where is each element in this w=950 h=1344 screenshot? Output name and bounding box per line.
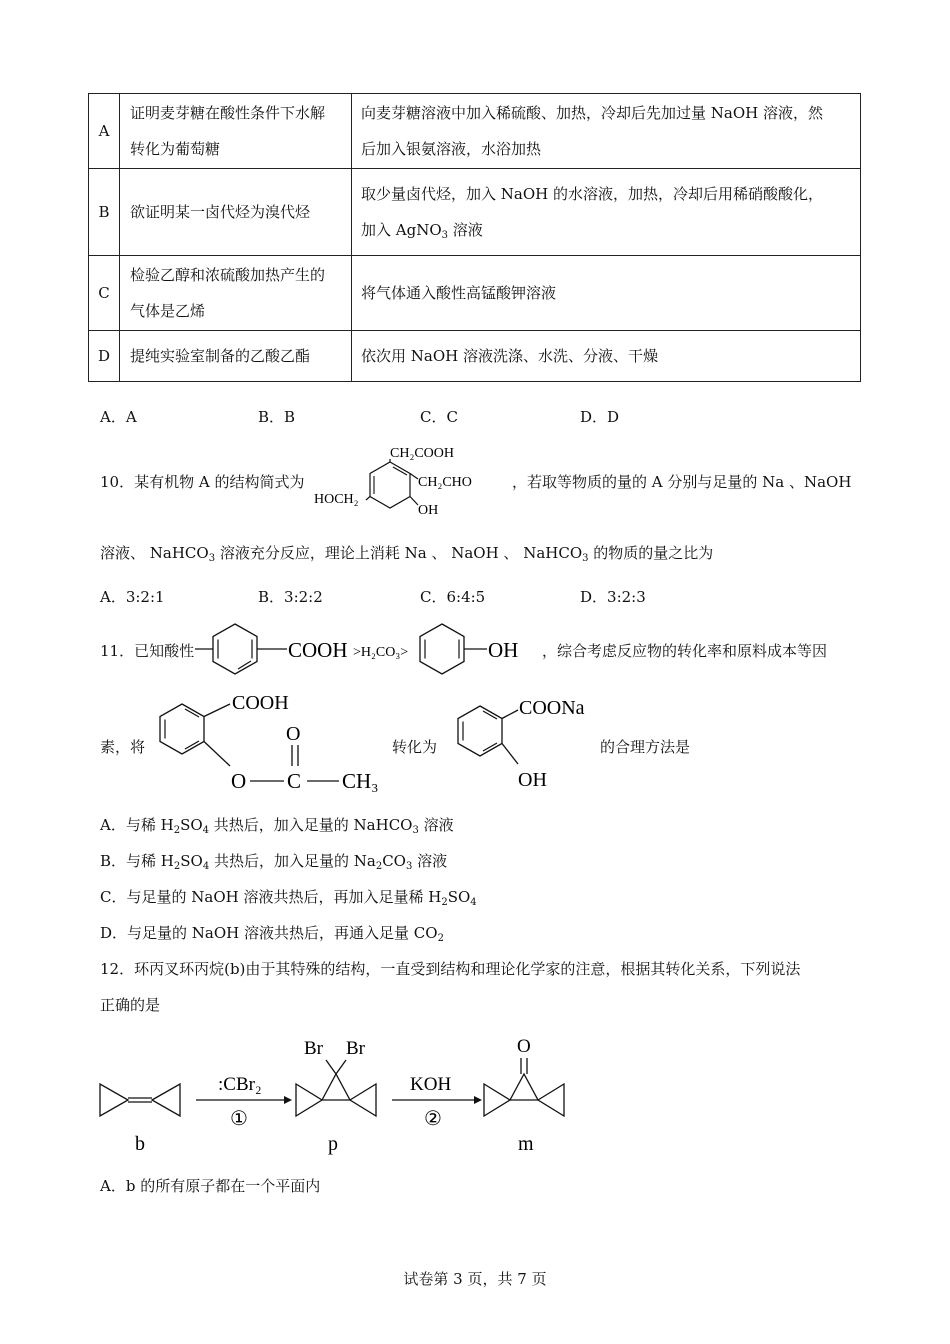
q11-stem-prefix: 11．已知酸性	[100, 642, 195, 660]
q12-stem-line2: 正确的是	[100, 996, 161, 1014]
bromine-left: Br	[304, 1038, 323, 1059]
text: 加入 AgNO	[361, 221, 442, 239]
q11-line2-c: 的合理方法是	[600, 738, 691, 756]
q10-stem-prefix: 10．某有机物 A 的结构简式为	[100, 473, 305, 491]
row-method	[352, 94, 861, 169]
subscript: 4	[470, 897, 477, 908]
q11-acidity-structures	[195, 620, 519, 682]
subscript: 2	[173, 825, 181, 836]
q11-product-structure	[440, 692, 600, 792]
purpose-line: 欲证明某一卤代烃为溴代烃	[130, 203, 311, 221]
subscript: 2	[375, 861, 383, 872]
q10-option-b[interactable]: B．3:2:2	[258, 588, 323, 606]
text: 共热后，加入足量的 NaHCO	[209, 816, 413, 834]
experiment-table	[88, 93, 861, 382]
substituent-top: CH₂COOH	[390, 446, 454, 461]
row-key: D	[89, 331, 120, 382]
table-row	[89, 169, 861, 256]
substituent-left: HOCH₂	[314, 492, 359, 507]
q10-stem-line2	[100, 542, 713, 564]
substituent-right: CH₂CHO	[418, 475, 472, 490]
page-footer: 试卷第 3 页，共 7 页	[403, 1270, 547, 1288]
subscript: 3	[208, 553, 216, 564]
q10-option-c[interactable]: C．6:4:5	[420, 588, 486, 606]
text: 的物质的量之比为	[588, 544, 714, 562]
h2co3-label: >H₂CO₃>	[353, 645, 409, 660]
text: D．与足量的 NaOH 溶液共热后，再通入足量 CO	[100, 924, 438, 942]
text: C．与足量的 NaOH 溶液共热后，再加入足量稀 H	[100, 888, 442, 906]
step-1-label: ①	[230, 1108, 248, 1130]
q11-option-d[interactable]	[100, 922, 444, 944]
oh-label: OH	[518, 769, 547, 791]
row-purpose	[120, 256, 352, 331]
method-line: 后加入银氨溶液，水浴加热	[361, 140, 542, 158]
row-purpose	[120, 169, 352, 256]
q9-option-d[interactable]: D．D	[580, 408, 620, 426]
q11-option-c[interactable]	[100, 886, 477, 908]
q11-reactant-structure	[142, 688, 392, 798]
q11-line2-b: 转化为	[392, 738, 438, 756]
purpose-line: 证明麦芽糖在酸性条件下水解	[130, 104, 326, 122]
q12-reaction-scheme	[90, 1030, 590, 1160]
reagent-cbr2: :CBr₂	[218, 1074, 262, 1095]
subscript: 2	[437, 933, 444, 944]
q9-option-a[interactable]: A．A	[100, 408, 137, 426]
ester-oxygen-label: O	[231, 769, 247, 793]
q11-line2-a: 素，将	[100, 738, 146, 756]
methyl-label: CH₃	[342, 769, 379, 793]
subscript: 2	[173, 861, 181, 872]
q10-option-d[interactable]: D．3:2:3	[580, 588, 646, 606]
text: 溶液	[418, 816, 454, 834]
q11-option-b[interactable]	[100, 850, 447, 872]
subscript: 3	[441, 230, 449, 241]
q10-stem-suffix: ，若取等物质的量的 A 分别与足量的 Na 、NaOH	[512, 473, 852, 491]
bromine-right: Br	[346, 1038, 365, 1059]
q10-structure	[310, 442, 500, 518]
q11-stem-suffix: ，综合考虑反应物的转化率和原料成本等因	[542, 642, 828, 660]
benzene-double-bond	[238, 661, 251, 669]
method-line	[361, 212, 854, 248]
cooh-label: COOH	[232, 692, 289, 714]
text: B．与稀 H	[100, 852, 174, 870]
ketone-oxygen: O	[517, 1036, 531, 1057]
text: 溶液、 NaHCO	[100, 544, 209, 562]
row-method: 将气体通入酸性高锰酸钾溶液	[352, 256, 861, 331]
row-key: A	[89, 94, 120, 169]
text: SO	[180, 816, 203, 834]
text: SO	[180, 852, 203, 870]
q12-option-a[interactable]: A．b 的所有原子都在一个平面内	[100, 1177, 321, 1195]
substituent-bottom: OH	[418, 503, 439, 518]
method-line: 取少量卤代烃，加入 NaOH 的水溶液，加热，冷却后用稀硝酸酸化，	[361, 185, 823, 203]
reagent-koh: KOH	[410, 1074, 452, 1095]
row-key: B	[89, 169, 120, 256]
text: SO	[447, 888, 471, 906]
q10-option-a[interactable]: A．3:2:1	[100, 588, 165, 606]
method-line: 向麦芽糖溶液中加入稀硫酸、加热，冷却后先加过量 NaOH 溶液，然	[361, 104, 823, 122]
subscript: 4	[202, 861, 210, 872]
purpose-line: 气体是乙烯	[130, 302, 206, 320]
carbonyl-carbon-label: C	[287, 769, 302, 793]
text: CO	[382, 852, 406, 870]
subscript: 3	[582, 553, 589, 564]
row-key: C	[89, 256, 120, 331]
row-method	[352, 169, 861, 256]
table-row	[89, 331, 861, 382]
step-2-label: ②	[424, 1108, 442, 1130]
label-b: b	[135, 1133, 145, 1155]
text: 溶液	[448, 221, 483, 239]
q12-stem-line1: 12．环丙叉环丙烷(b)由于其特殊的结构，一直受到结构和理论化学家的注意，根据其转化关系，下列说法	[100, 960, 801, 978]
q9-option-b[interactable]: B．B	[258, 408, 296, 426]
q11-option-a[interactable]	[100, 814, 454, 836]
text: 溶液	[412, 852, 448, 870]
purpose-line: 转化为葡萄糖	[130, 140, 221, 158]
text: 溶液充分反应，理论上消耗 Na 、 NaOH 、 NaHCO	[215, 544, 583, 562]
row-purpose: 提纯实验室制备的乙酸乙酯	[120, 331, 352, 382]
q9-option-c[interactable]: C．C	[420, 408, 458, 426]
table-row	[89, 94, 861, 169]
subscript: 2	[441, 897, 448, 908]
table-row	[89, 256, 861, 331]
label-m: m	[518, 1133, 534, 1155]
subscript: 3	[405, 861, 413, 872]
text: 共热后，加入足量的 Na	[209, 852, 376, 870]
text: A．与稀 H	[100, 816, 174, 834]
row-method: 依次用 NaOH 溶液洗涤、水洗、分液、干燥	[352, 331, 861, 382]
purpose-line: 检验乙醇和浓硫酸加热产生的	[130, 266, 326, 284]
coona-label: COONa	[519, 697, 585, 719]
cooh-label: COOH	[288, 638, 348, 662]
subscript: 3	[412, 825, 419, 836]
phenol-oh-label: OH	[488, 638, 519, 662]
subscript: 4	[202, 825, 210, 836]
label-p: p	[328, 1133, 338, 1155]
row-purpose	[120, 94, 352, 169]
carbonyl-oxygen-label: O	[286, 723, 301, 745]
